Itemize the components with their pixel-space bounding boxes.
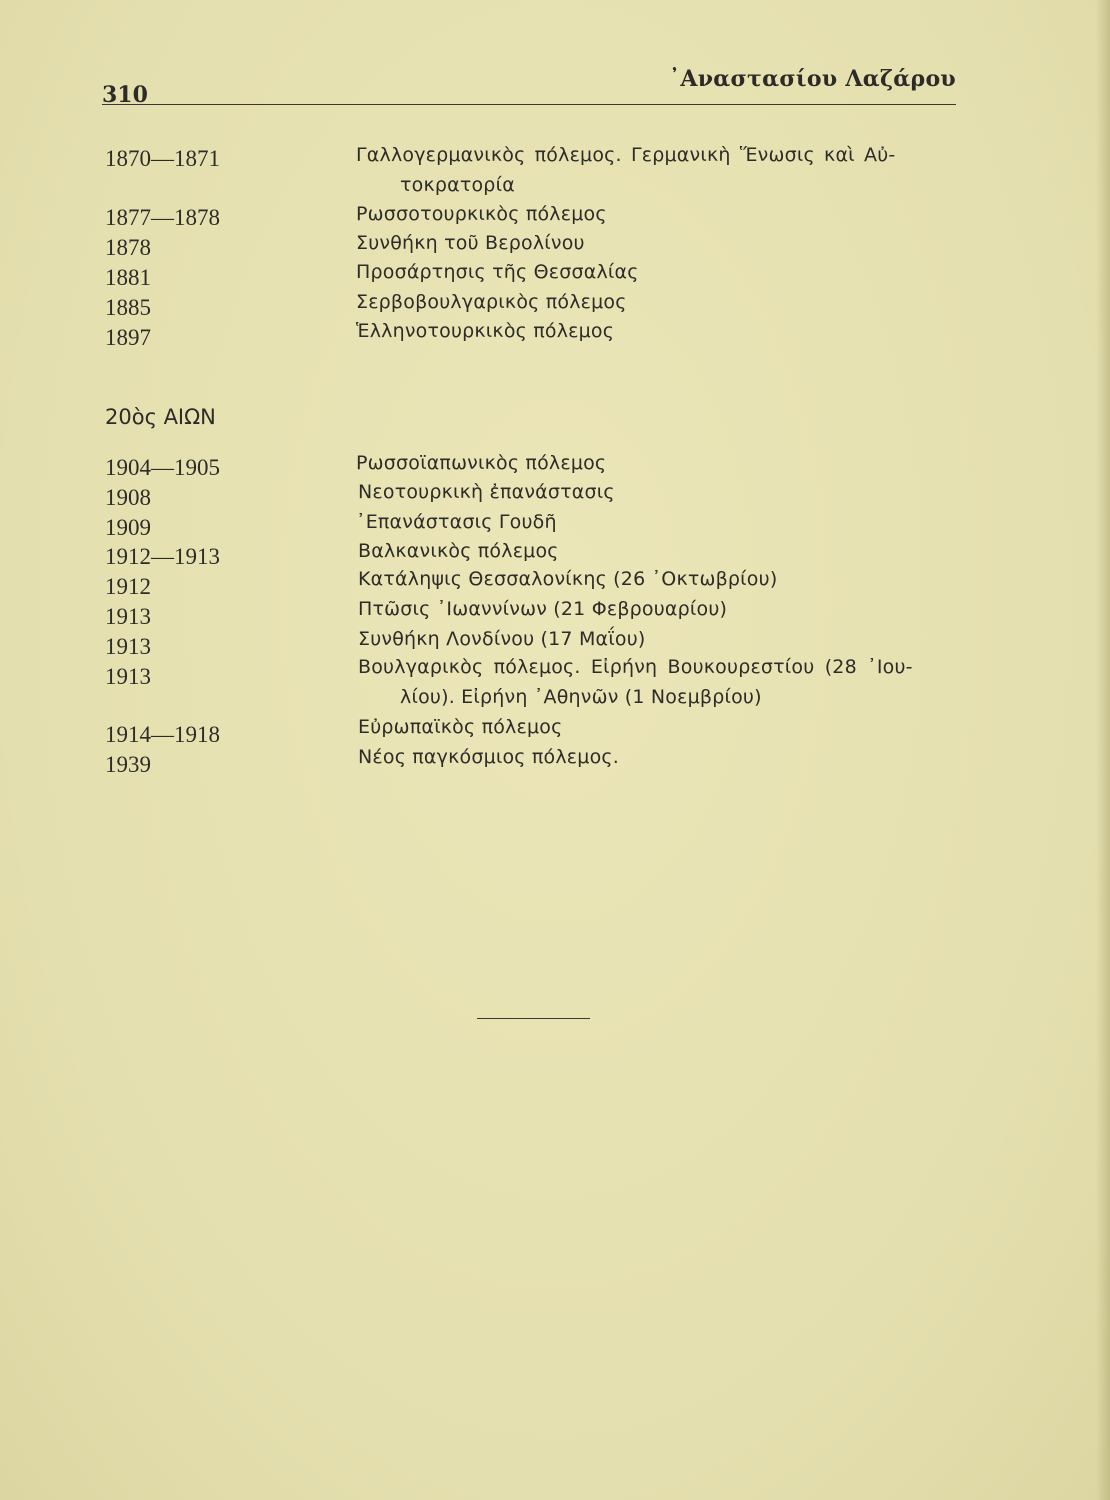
year-1897: 1897 bbox=[105, 325, 151, 350]
event-1913-c-line2: λίου). Εἰρήνη ᾿Αθηνῶν (1 Νοεμβρίου) bbox=[400, 686, 762, 708]
year-1908: 1908 bbox=[105, 485, 151, 510]
header-rule bbox=[102, 104, 956, 105]
year-1877: 1877—1878 bbox=[105, 205, 220, 230]
year-1912-1913: 1912—1913 bbox=[105, 544, 220, 569]
year-1870: 1870—1871 bbox=[105, 146, 220, 171]
event-1877: Ρωσσοτουρκικὸς πόλεμος bbox=[356, 203, 607, 225]
year-1904: 1904—1905 bbox=[105, 455, 220, 480]
event-1904: Ρωσσοϊαπωνικὸς πόλεμος bbox=[356, 452, 607, 474]
event-1912-1913: Βαλκανικὸς πόλεμος bbox=[358, 540, 559, 562]
year-1913-c: 1913 bbox=[105, 664, 151, 689]
event-1912: Κατάληψις Θεσσαλονίκης (26 ᾿Οκτωβρίου) bbox=[358, 568, 778, 590]
year-1885: 1885 bbox=[105, 295, 151, 320]
end-rule bbox=[477, 1018, 590, 1019]
year-1913-b: 1913 bbox=[105, 634, 151, 659]
page-header bbox=[102, 64, 956, 108]
page-edge-shadow bbox=[1096, 0, 1110, 1500]
year-1909: 1909 bbox=[105, 515, 151, 540]
running-title: ᾿Αναστασίου Λαζάρου bbox=[669, 66, 956, 92]
year-1881: 1881 bbox=[105, 265, 151, 290]
event-1870-line2: τοκρατορία bbox=[400, 174, 515, 196]
year-1939: 1939 bbox=[105, 752, 151, 777]
event-1908: Νεοτουρκικὴ ἐπανάστασις bbox=[358, 481, 615, 503]
year-1914: 1914—1918 bbox=[105, 722, 220, 747]
year-1912: 1912 bbox=[105, 574, 151, 599]
section-heading-20th-century: 20ὸς ΑΙΩΝ bbox=[105, 405, 216, 429]
event-1913-a: Πτῶσις ᾿Ιωαννίνων (21 Φεβρουαρίου) bbox=[358, 598, 728, 620]
event-1913-c-line1: Βουλγαρικὸς πόλεμος. Εἰρήνη Βουκουρεστίου (28 ᾿Ιου- bbox=[358, 656, 913, 678]
event-1897: Ἑλληνοτουρκικὸς πόλεμος bbox=[356, 320, 615, 342]
page-number: 310 bbox=[102, 82, 148, 108]
event-1878: Συνθήκη τοῦ Βερολίνου bbox=[356, 232, 585, 254]
event-1870-line1: Γαλλογερμανικὸς πόλεμος. Γερμανικὴ Ἕνωσις καὶ Αὐ- bbox=[356, 144, 896, 166]
year-1878: 1878 bbox=[105, 235, 151, 260]
event-1913-b: Συνθήκη Λονδίνου (17 Μαΐου) bbox=[358, 628, 646, 650]
event-1881: Προσάρτησις τῆς Θεσσαλίας bbox=[356, 261, 639, 283]
year-1913-a: 1913 bbox=[105, 604, 151, 629]
event-1885: Σερβοβουλγαρικὸς πόλεμος bbox=[356, 291, 627, 313]
event-1914: Εὐρωπαϊκὸς πόλεμος bbox=[358, 716, 563, 738]
event-1909: ᾿Επανάστασις Γουδῆ bbox=[356, 511, 557, 533]
event-1939: Νέος παγκόσμιος πόλεμος. bbox=[358, 746, 619, 768]
